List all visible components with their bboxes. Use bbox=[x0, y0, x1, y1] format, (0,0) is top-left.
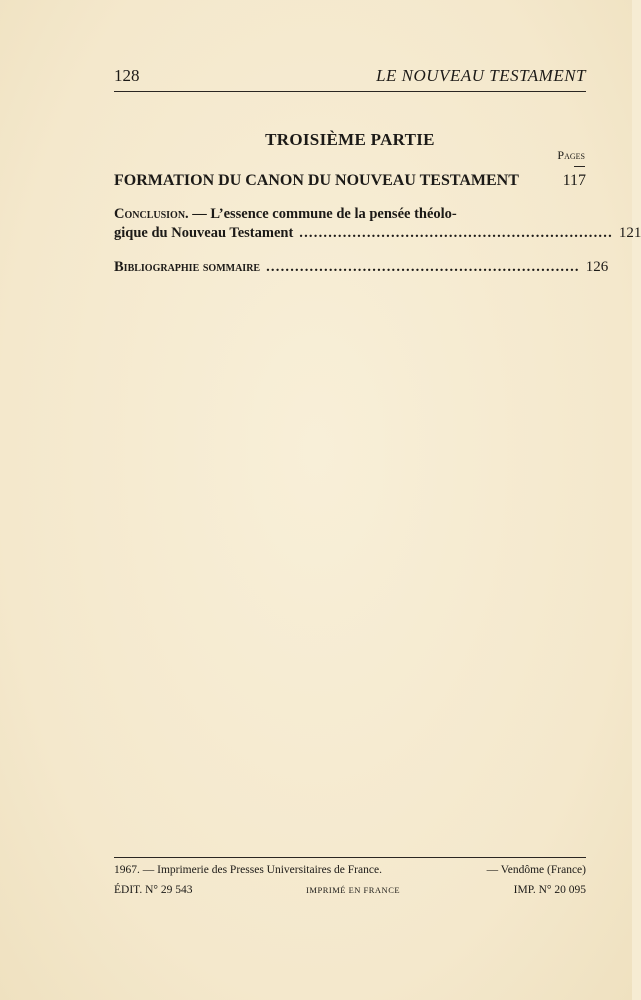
printed-in: IMPRIMÉ EN FRANCE bbox=[306, 885, 401, 895]
entry-label: Conclusion. bbox=[114, 206, 189, 222]
toc-entry-conclusion bbox=[114, 205, 641, 243]
page-number: 128 bbox=[114, 66, 140, 85]
entry-text-line2: gique du Nouveau Testament bbox=[114, 225, 294, 241]
entry-label: Bibliographie sommaire bbox=[114, 259, 261, 275]
section-title-text: FORMATION DU CANON DU NOUVEAU TESTAMENT bbox=[114, 172, 519, 189]
edition-line bbox=[114, 884, 586, 896]
toc-section-title bbox=[114, 172, 586, 190]
printer-line bbox=[114, 864, 586, 876]
edition-number: ÉDIT. N° 29 543 bbox=[114, 884, 193, 896]
entry-page-number: 121 bbox=[618, 225, 641, 241]
toc-entry-bibliographie bbox=[114, 258, 609, 277]
entry-page-number: 126 bbox=[585, 259, 609, 275]
pages-column-label: Pages bbox=[557, 148, 585, 162]
entry-text-line1: — L’essence commune de la pensée théolo- bbox=[188, 206, 457, 222]
running-title: LE NOUVEAU TESTAMENT bbox=[376, 66, 586, 85]
dot-leader: ................................................................. bbox=[266, 259, 580, 275]
footer-rule bbox=[114, 857, 586, 858]
pages-underline bbox=[574, 166, 585, 167]
running-header bbox=[114, 66, 586, 86]
header-rule bbox=[114, 91, 586, 92]
imprint-number: IMP. N° 20 095 bbox=[513, 884, 586, 896]
dot-leader: ................................................................. bbox=[299, 225, 613, 241]
section-page-number: 117 bbox=[562, 172, 586, 189]
printer-name: 1967. — Imprimerie des Presses Universitaires de France. bbox=[114, 864, 382, 876]
part-title: TROISIÈME PARTIE bbox=[265, 130, 435, 149]
printer-location: — Vendôme (France) bbox=[486, 864, 586, 876]
